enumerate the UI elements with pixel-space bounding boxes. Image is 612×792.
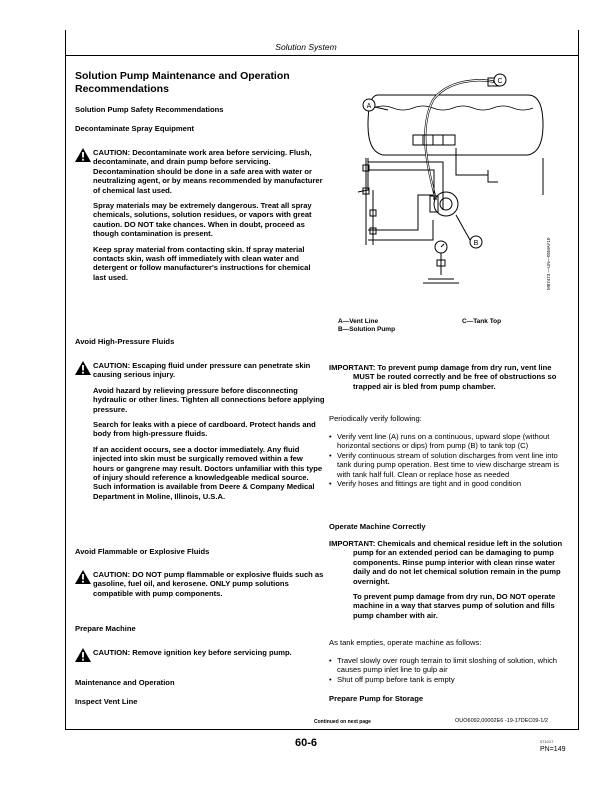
figure-code: M87473 —UN—05MAY10 xyxy=(546,237,551,290)
warning-icon xyxy=(75,361,91,375)
empties-intro: As tank empties, operate machine as follows: xyxy=(329,638,482,647)
decon-heading: Decontaminate Spray Equipment xyxy=(75,124,194,133)
list-item: • Verify hoses and fittings are tight and in good condition xyxy=(329,479,573,488)
caution-text: CAUTION: Decontaminate work area before servicing. Flush, decontaminate, and drain pump before servicing. Decontamination should be done in a safe area with water or neutralizing agent, or by means recommended by manufacturer of chemical last used. xyxy=(93,148,323,195)
list-item: • Verify continuous stream of solution discharges from vent line into tank during pump operation. Best time to view discharge stream is with tank half full. Clean or replace hose as needed xyxy=(329,451,573,479)
revision-code: 071017 xyxy=(540,739,554,744)
right-margin-rule xyxy=(578,30,579,730)
caution-ignition xyxy=(75,648,325,663)
section-title: Solution Pump Maintenance and Operation Recommendations xyxy=(75,70,290,95)
important-vent-line xyxy=(329,363,573,397)
legend-tank-top: C—Tank Top xyxy=(462,318,502,325)
left-margin-rule xyxy=(65,30,66,730)
callout-b-label: B xyxy=(473,240,479,247)
caution-high-pressure xyxy=(75,361,325,507)
safety-heading: Solution Pump Safety Recommendations xyxy=(75,105,224,114)
pn-number: PN=149 xyxy=(540,746,566,753)
header-rule xyxy=(66,55,578,56)
warning-icon xyxy=(75,648,91,662)
continued-note: Continued on next page xyxy=(314,719,371,725)
caution-text: Avoid hazard by relieving pressure before disconnecting hydraulic or other lines. Tighten all connections before applying pressure. xyxy=(93,385,325,414)
verify-list xyxy=(329,432,573,488)
list-item: • Shut off pump before tank is empty xyxy=(329,675,573,684)
document-code: OUO6092,00002E6 -19-17DEC09-1/2 xyxy=(455,718,548,724)
caution-flammable xyxy=(75,570,325,604)
caution-decontaminate xyxy=(75,148,325,288)
flammable-heading: Avoid Flammable or Explosive Fluids xyxy=(75,547,210,556)
high-pressure-heading: Avoid High-Pressure Fluids xyxy=(75,337,175,346)
empties-list xyxy=(329,656,573,684)
solution-pump-diagram xyxy=(338,70,558,310)
caution-text: CAUTION: Remove ignition key before servicing pump. xyxy=(93,648,292,657)
caution-text: CAUTION: DO NOT pump flammable or explosive fluids such as gasoline, fuel oil, and kerosene. ONLY pump solutions compatible with pump components. xyxy=(93,570,324,598)
caution-text: CAUTION: Escaping fluid under pressure can penetrate skin causing serious injury. xyxy=(93,361,311,380)
important-text: To prevent pump damage from dry run, DO NOT operate machine in a way that starves pump of solution and fills pump chamber with air. xyxy=(353,592,556,620)
list-item: • Verify vent line (A) runs on a continuous, upward slope (without horizontal sections or dips) from pump (B) to tank top (C) xyxy=(329,432,573,451)
legend-vent-line: A—Vent Line xyxy=(338,318,379,325)
prepare-machine-heading: Prepare Machine xyxy=(75,624,136,633)
inspect-vent-heading: Inspect Vent Line xyxy=(75,697,138,706)
caution-text: If an accident occurs, see a doctor immediately. Any fluid injected into skin must be surgically removed within a few hours or gangrene may result. Doctors unfamiliar with this type of injury should reference a knowledgeable medical source. Such information is available from Deere & Company Medical Department in Moline, Illinois, U.S.A. xyxy=(93,444,323,501)
running-header: Solution System xyxy=(275,42,337,52)
verify-intro: Periodically verify following: xyxy=(329,414,422,423)
list-item: • Travel slowly over rough terrain to limit sloshing of solution, which causes pump inlet line to gulp air xyxy=(329,656,573,675)
important-text: IMPORTANT: Chemicals and chemical residue left in the solution pump for an extended period can be damaging to pump components. Rinse pump interior with clean rinse water daily and do not let chemical solution remain in the pump overnight. xyxy=(329,539,563,586)
caution-text: Search for leaks with a piece of cardboard. Protect hands and body from high-pressure fluids. xyxy=(93,420,316,439)
storage-heading: Prepare Pump for Storage xyxy=(329,694,424,703)
operate-heading: Operate Machine Correctly xyxy=(329,522,426,531)
warning-icon xyxy=(75,570,91,584)
maintenance-heading: Maintenance and Operation xyxy=(75,678,175,687)
caution-text: Keep spray material from contacting skin. If spray material contacts skin, wash off immediately with clean water and detergent or follow manufacturer's instructions for chemical last used. xyxy=(93,244,311,282)
footer-rule xyxy=(66,729,578,730)
warning-icon xyxy=(75,148,91,162)
caution-text: Spray materials may be extremely dangerous. Treat all spray chemicals, solutions, solution residues, or vapors with great caution. DO NOT take chances. When in doubt, proceed as though contamination is present. xyxy=(93,201,312,239)
callout-a-label: A xyxy=(366,103,372,110)
callout-c-label: C xyxy=(497,78,503,85)
legend-solution-pump: B—Solution Pump xyxy=(338,326,396,333)
important-chemicals xyxy=(329,539,573,626)
important-text: IMPORTANT: To prevent pump damage from dry run, vent line MUST be routed correctly and be free of obstructions so trapped air is bled from pump chamber. xyxy=(329,363,557,391)
page-number: 60-6 xyxy=(294,737,318,749)
